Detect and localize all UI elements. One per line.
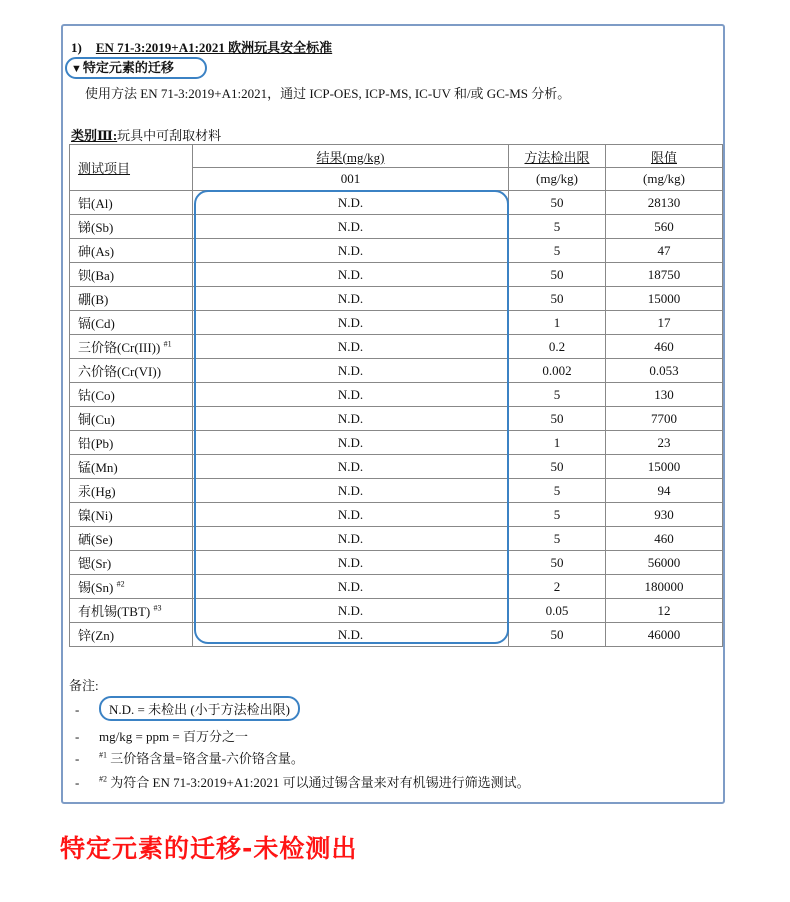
table-row: [70, 455, 723, 479]
section-heading: [71, 37, 332, 56]
header-test-item: 测试项目: [70, 145, 193, 191]
cell-item: 铜(Cu): [70, 407, 193, 431]
cell-mdl: 50: [509, 191, 606, 215]
cell-mdl: 0.002: [509, 359, 606, 383]
notes-title: 备注:: [69, 678, 99, 693]
note-unit: - mg/kg = ppm = 百万分之一: [75, 729, 248, 744]
cell-limit: 94: [606, 479, 723, 503]
cell-mdl: 5: [509, 215, 606, 239]
cell-item: 汞(Hg): [70, 479, 193, 503]
table-row: [70, 551, 723, 575]
header-mdl: 方法检出限: [509, 145, 606, 168]
results-table: [69, 144, 723, 647]
cell-item: 硼(B): [70, 287, 193, 311]
cell-limit: 47: [606, 239, 723, 263]
cell-mdl: 5: [509, 479, 606, 503]
cell-limit: 180000: [606, 575, 723, 599]
cell-item: 镍(Ni): [70, 503, 193, 527]
table-row: [70, 263, 723, 287]
cell-limit: 15000: [606, 287, 723, 311]
cell-mdl: 50: [509, 455, 606, 479]
table-row: [70, 599, 723, 623]
cell-result: N.D.: [193, 407, 509, 431]
cell-limit: 15000: [606, 455, 723, 479]
cell-result: N.D.: [193, 359, 509, 383]
cell-item: 三价铬(Cr(III)) $^{\#1}$: [70, 335, 193, 359]
cell-result: N.D.: [193, 215, 509, 239]
cell-item: 钴(Co): [70, 383, 193, 407]
header-limit: 限值: [606, 145, 723, 168]
cell-limit: 0.053: [606, 359, 723, 383]
cell-item: 锡(Sn) $^{\#2}$: [70, 575, 193, 599]
cell-limit: 130: [606, 383, 723, 407]
header-sample-id: 001: [193, 168, 509, 191]
cell-result: N.D.: [193, 623, 509, 647]
cell-limit: 23: [606, 431, 723, 455]
subtitle-highlight: [65, 57, 207, 79]
cell-mdl: 5: [509, 383, 606, 407]
nd-highlight: N.D. = 未检出 (小于方法检出限): [99, 696, 300, 721]
table-row: [70, 239, 723, 263]
cell-limit: 460: [606, 335, 723, 359]
header-result: 结果(mg/kg): [193, 145, 509, 168]
cell-limit: 560: [606, 215, 723, 239]
table-row: [70, 359, 723, 383]
cell-item: 铝(Al): [70, 191, 193, 215]
cell-limit: 18750: [606, 263, 723, 287]
table-row: [70, 287, 723, 311]
table-row: [70, 527, 723, 551]
cell-result: N.D.: [193, 599, 509, 623]
cell-mdl: 1: [509, 431, 606, 455]
category-label: 类别Ⅲ:: [71, 128, 118, 143]
cell-mdl: 50: [509, 263, 606, 287]
cell-item: 六价铬(Cr(VI)): [70, 359, 193, 383]
cell-item: 有机锡(TBT) $^{\#3}$: [70, 599, 193, 623]
table-row: [70, 479, 723, 503]
cell-mdl: 50: [509, 287, 606, 311]
cell-limit: 7700: [606, 407, 723, 431]
table-row: [70, 335, 723, 359]
cell-result: N.D.: [193, 191, 509, 215]
table-row: [70, 311, 723, 335]
note-nd: - N.D. = 未检出 (小于方法检出限): [75, 696, 300, 721]
cell-mdl: 50: [509, 623, 606, 647]
cell-item: 钡(Ba): [70, 263, 193, 287]
caption: 特定元素的迁移-未检测出: [60, 834, 358, 863]
cell-mdl: 2: [509, 575, 606, 599]
cell-item: 锌(Zn): [70, 623, 193, 647]
note-1: - $^{\#1}$ 三价铬含量=铬含量-六价铬含量。: [75, 750, 304, 766]
cell-mdl: 5: [509, 503, 606, 527]
cell-limit: 56000: [606, 551, 723, 575]
cell-item: 镉(Cd): [70, 311, 193, 335]
cell-mdl: 5: [509, 239, 606, 263]
method-statement: 使用方法 EN 71-3:2019+A1:2021，通过 ICP-OES, ICP-MS, IC-UV 和/或 GC-MS 分析。: [85, 86, 571, 101]
cell-mdl: 0.2: [509, 335, 606, 359]
cell-mdl: 1: [509, 311, 606, 335]
category-text: 玩具中可刮取材料: [117, 128, 222, 143]
cell-result: N.D.: [193, 383, 509, 407]
header-mdl-unit: (mg/kg): [509, 168, 606, 191]
note-2: - $^{\#2}$ 为符合 EN 71-3:2019+A1:2021 可以通过锡含量来对有机锡进行筛选测试。: [75, 774, 530, 790]
cell-limit: 46000: [606, 623, 723, 647]
table-row: [70, 215, 723, 239]
cell-result: N.D.: [193, 335, 509, 359]
cell-item: 铅(Pb): [70, 431, 193, 455]
section-title: EN 71-3:2019+A1:2021 欧洲玩具安全标准: [95, 40, 333, 55]
triangle-down-icon: ▼: [71, 63, 82, 75]
cell-item: 锰(Mn): [70, 455, 193, 479]
table-row: [70, 575, 723, 599]
cell-limit: 12: [606, 599, 723, 623]
cell-item: 硒(Se): [70, 527, 193, 551]
cell-limit: 930: [606, 503, 723, 527]
cell-result: N.D.: [193, 311, 509, 335]
cell-result: N.D.: [193, 575, 509, 599]
table-row: [70, 383, 723, 407]
table-row: [70, 407, 723, 431]
cell-result: N.D.: [193, 527, 509, 551]
cell-limit: 28130: [606, 191, 723, 215]
cell-result: N.D.: [193, 479, 509, 503]
table-row: [70, 431, 723, 455]
cell-result: N.D.: [193, 455, 509, 479]
cell-item: 砷(As): [70, 239, 193, 263]
table-row: [70, 191, 723, 215]
cell-mdl: 50: [509, 407, 606, 431]
subtitle-text: 特定元素的迁移: [82, 60, 174, 75]
cell-limit: 460: [606, 527, 723, 551]
report-frame: [61, 24, 725, 804]
cell-result: N.D.: [193, 287, 509, 311]
cell-item: 锶(Sr): [70, 551, 193, 575]
cell-limit: 17: [606, 311, 723, 335]
cell-mdl: 50: [509, 551, 606, 575]
header-limit-unit: (mg/kg): [606, 168, 723, 191]
category-heading: [71, 125, 221, 144]
table-row: [70, 623, 723, 647]
cell-result: N.D.: [193, 239, 509, 263]
cell-mdl: 0.05: [509, 599, 606, 623]
section-number: 1): [71, 40, 82, 55]
cell-result: N.D.: [193, 551, 509, 575]
table-row: [70, 503, 723, 527]
cell-item: 锑(Sb): [70, 215, 193, 239]
cell-result: N.D.: [193, 263, 509, 287]
cell-result: N.D.: [193, 431, 509, 455]
cell-result: N.D.: [193, 503, 509, 527]
cell-mdl: 5: [509, 527, 606, 551]
